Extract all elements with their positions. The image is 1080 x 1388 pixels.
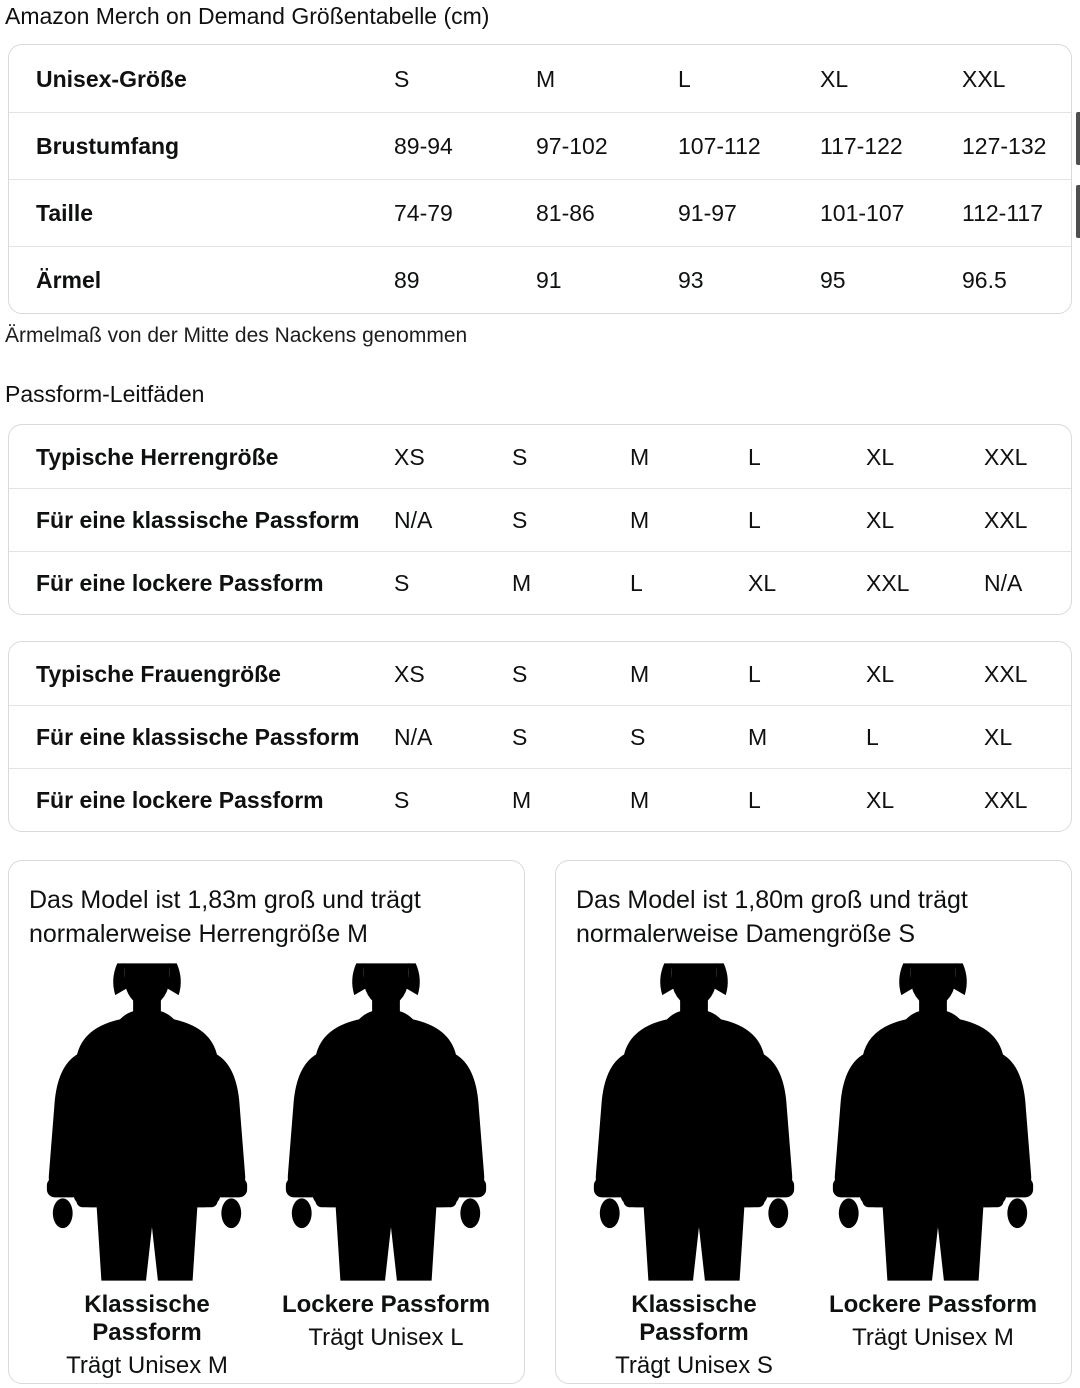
table-cell: M — [630, 507, 650, 533]
table-cell: N/A — [394, 724, 433, 750]
classic-fit-figure — [578, 963, 810, 1380]
table-cell: 127-132 — [962, 133, 1047, 159]
table-cell: S — [394, 570, 410, 596]
fit-caption-title: Lockere Passform — [828, 1291, 1038, 1318]
table-cell: 96.5 — [962, 267, 1007, 293]
table-cell: S — [512, 724, 528, 750]
mens-fit-table — [8, 424, 1072, 615]
table-cell: XXL — [984, 507, 1028, 533]
table-row — [9, 551, 1071, 614]
model-cards-row — [8, 860, 1072, 1384]
size-header: M — [536, 65, 556, 92]
table-cell: M — [630, 660, 650, 687]
scroll-indicator — [1076, 185, 1080, 238]
table-cell: L — [748, 787, 761, 813]
table-cell: L — [866, 724, 879, 750]
table-cell: 117-122 — [820, 133, 903, 159]
sleeve-measure-note: Ärmelmaß von der Mitte des Nackens genommen — [5, 324, 468, 347]
table-cell: XXL — [984, 443, 1028, 470]
table-cell: XS — [394, 443, 425, 470]
table-cell: XS — [394, 660, 425, 687]
row-label: Typische Frauengröße — [36, 660, 281, 687]
table-cell: L — [748, 660, 761, 687]
row-label: Für eine klassische Passform — [36, 507, 360, 533]
table-row — [9, 705, 1071, 768]
womens-model-card — [555, 860, 1072, 1384]
fit-caption-sub: Trägt Unisex M — [66, 1352, 228, 1379]
row-label: Für eine lockere Passform — [36, 787, 324, 813]
loose-fit-figure — [270, 963, 502, 1380]
mens-model-card — [8, 860, 525, 1384]
model-photo-loose — [270, 963, 502, 1281]
fit-caption-sub: Trägt Unisex S — [615, 1352, 773, 1379]
table-cell: 93 — [678, 267, 704, 293]
fit-caption-sub: Trägt Unisex L — [308, 1324, 464, 1351]
table-cell: 91 — [536, 267, 562, 293]
table-cell: M — [512, 570, 532, 596]
column-header: Unisex-Größe — [36, 65, 187, 92]
loose-fit-figure — [817, 963, 1049, 1380]
table-row — [9, 642, 1071, 705]
table-cell: L — [748, 507, 761, 533]
womens-fit-table — [8, 641, 1072, 832]
unisex-size-table — [8, 44, 1072, 314]
table-row — [9, 112, 1071, 179]
table-cell: L — [748, 443, 761, 470]
table-cell: 97-102 — [536, 133, 608, 159]
size-header: XXL — [962, 65, 1006, 92]
table-cell: S — [512, 660, 528, 687]
table-cell: XL — [866, 660, 895, 687]
table-row — [9, 246, 1071, 313]
classic-fit-figure — [31, 963, 263, 1380]
row-label: Für eine klassische Passform — [36, 724, 360, 750]
table-cell: N/A — [984, 570, 1023, 596]
table-cell: XXL — [866, 570, 910, 596]
table-cell: XXL — [984, 660, 1028, 687]
row-label: Ärmel — [36, 267, 102, 293]
table-cell: 101-107 — [820, 200, 905, 226]
fit-caption-sub: Trägt Unisex M — [852, 1324, 1014, 1351]
size-header: L — [678, 65, 691, 92]
model-photo-loose — [817, 963, 1049, 1281]
table-cell: S — [512, 443, 528, 470]
row-label: Brustumfang — [36, 133, 180, 159]
scroll-indicator — [1076, 112, 1080, 165]
fit-caption-title: Klassische Passform — [84, 1291, 210, 1346]
table-cell: 95 — [820, 267, 846, 293]
table-cell: S — [394, 787, 410, 813]
table-cell: M — [630, 787, 650, 813]
row-label: Für eine lockere Passform — [36, 570, 324, 596]
table-row — [9, 488, 1071, 551]
table-cell: XL — [866, 507, 895, 533]
fit-guides-heading: Passform-Leitfäden — [5, 381, 205, 407]
model-photo-classic — [31, 963, 263, 1281]
table-cell: 89 — [394, 267, 420, 293]
model-photo-classic — [578, 963, 810, 1281]
table-cell: 107-112 — [678, 133, 761, 159]
table-cell: 89-94 — [394, 133, 453, 159]
table-cell: XL — [984, 724, 1013, 750]
table-cell: L — [630, 570, 643, 596]
table-row — [9, 179, 1071, 246]
table-cell: 81-86 — [536, 200, 595, 226]
table-cell: XL — [866, 787, 895, 813]
size-header: XL — [820, 65, 849, 92]
size-header: S — [394, 65, 410, 92]
table-cell: M — [630, 443, 650, 470]
fit-caption-title: Lockere Passform — [281, 1291, 491, 1318]
fit-caption-title: Klassische Passform — [631, 1291, 757, 1346]
table-row — [9, 768, 1071, 831]
table-cell: S — [512, 507, 528, 533]
table-cell: XL — [866, 443, 895, 470]
table-cell: M — [512, 787, 532, 813]
table-cell: XL — [748, 570, 777, 596]
table-cell: M — [748, 724, 768, 750]
row-label: Typische Herrengröße — [36, 443, 279, 470]
table-header-row — [9, 45, 1071, 112]
row-label: Taille — [36, 200, 94, 226]
figures-row — [29, 963, 504, 1380]
table-cell: 74-79 — [394, 200, 453, 226]
table-cell: S — [630, 724, 646, 750]
page-title: Amazon Merch on Demand Größentabelle (cm) — [5, 3, 490, 29]
table-cell: 91-97 — [678, 200, 737, 226]
table-cell: 112-117 — [962, 200, 1043, 226]
table-row — [9, 425, 1071, 488]
model-description: Das Model ist 1,83m groß und trägt normalerweise Herrengröße M — [29, 886, 421, 948]
table-cell: XXL — [984, 787, 1028, 813]
table-cell: N/A — [394, 507, 433, 533]
figures-row — [576, 963, 1051, 1380]
model-description: Das Model ist 1,80m groß und trägt normalerweise Damengröße S — [576, 886, 968, 948]
